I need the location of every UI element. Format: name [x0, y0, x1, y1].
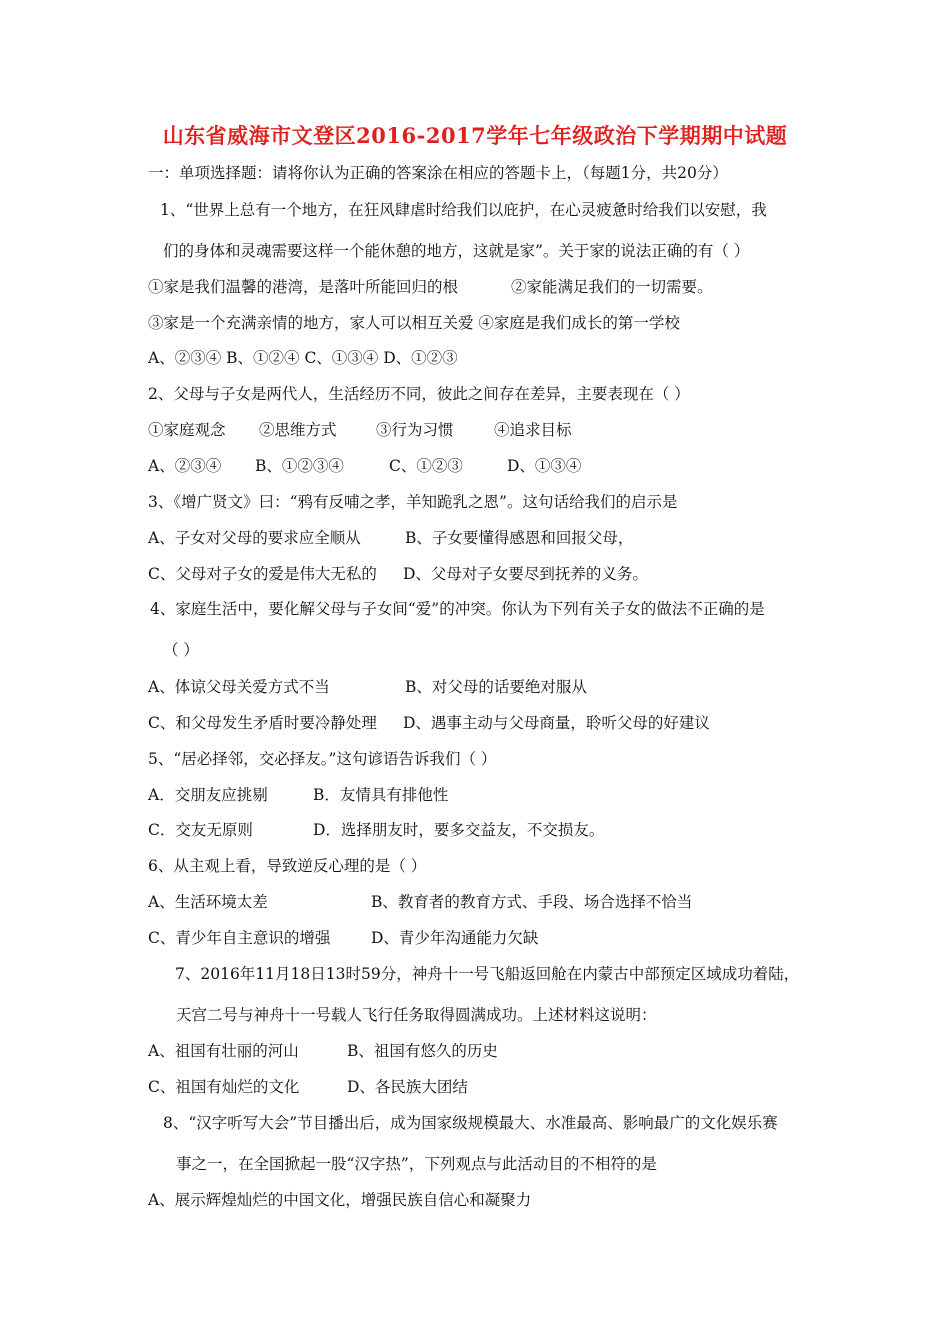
- question-7-option-b: B、祖国有悠久的历史: [347, 1042, 498, 1060]
- question-2-item-1: ①家庭观念: [148, 421, 226, 439]
- question-2-option-d: D、①③④: [507, 457, 582, 475]
- question-7-option-d: D、各民族大团结: [347, 1078, 468, 1096]
- question-4-option-b: B、对父母的话要绝对服从: [405, 678, 587, 696]
- question-4-option-a: A、体谅父母关爱方式不当: [148, 678, 330, 696]
- question-1-items-3-4: ③家是一个充满亲情的地方，家人可以相互关爱 ④家庭是我们成长的第一学校: [148, 314, 680, 332]
- question-1-options: A、②③④ B、①②④ C、①③④ D、①②③: [148, 349, 458, 367]
- question-3-option-b: B、子女要懂得感恩和回报父母，: [405, 529, 634, 547]
- question-8-option-a: A、展示辉煌灿烂的中国文化，增强民族自信心和凝聚力: [148, 1191, 532, 1209]
- question-8-stem-line-1: 8、“汉字听写大会”节目播出后，成为国家级规模最大、水准最高、影响最广的文化娱乐赛: [163, 1114, 778, 1132]
- question-2-item-2: ②思维方式: [259, 421, 337, 439]
- question-3-stem: 3、《增广贤文》曰：“鸦有反哺之孝，羊知跪乳之恩”。这句话给我们的启示是: [148, 493, 678, 511]
- question-2-item-4: ④追求目标: [494, 421, 572, 439]
- question-7-option-a: A、祖国有壮丽的河山: [148, 1042, 299, 1060]
- question-5-option-d: D．选择朋友时，要多交益友，不交损友。: [313, 821, 605, 839]
- question-4-stem-line-1: 4、家庭生活中，要化解父母与子女间“爱”的冲突。你认为下列有关子女的做法不正确的是: [150, 600, 765, 618]
- question-6-option-a: A、生活环境太差: [148, 893, 268, 911]
- question-4-option-c: C、和父母发生矛盾时要冷静处理: [148, 714, 377, 732]
- question-6-option-b: B、教育者的教育方式、手段、场合选择不恰当: [371, 893, 693, 911]
- question-6-stem: 6、从主观上看，导致逆反心理的是（ ）: [148, 857, 427, 875]
- question-5-option-b: B．友情具有排他性: [313, 786, 449, 804]
- question-3-option-d: D、父母对子女要尽到抚养的义务。: [403, 565, 648, 583]
- question-2-stem: 2、父母与子女是两代人，生活经历不同，彼此之间存在差异，主要表现在（ ）: [148, 385, 690, 403]
- question-4-option-d: D、遇事主动与父母商量，聆听父母的好建议: [403, 714, 710, 732]
- question-1-stem-line-1: 1、“世界上总有一个地方，在狂风肆虐时给我们以庇护，在心灵疲惫时给我们以安慰，我: [160, 201, 767, 219]
- question-8-stem-line-2: 事之一，在全国掀起一股“汉字热”，下列观点与此活动目的不相符的是: [176, 1155, 657, 1173]
- exam-title: 山东省威海市文登区2016-2017学年七年级政治下学期期中试题: [162, 123, 788, 148]
- question-6-option-c: C、青少年自主意识的增强: [148, 929, 331, 947]
- question-2-item-3: ③行为习惯: [376, 421, 454, 439]
- question-2-option-b: B、①②③④: [255, 457, 344, 475]
- question-2-option-a: A、②③④: [148, 457, 222, 475]
- question-5-option-a: A．交朋友应挑剔: [148, 786, 268, 804]
- question-7-stem-line-2: 天宫二号与神舟十一号载人飞行任务取得圆满成功。上述材料这说明：: [176, 1006, 657, 1024]
- question-7-stem-line-1: 7、2016年11月18日13时59分，神舟十一号飞船返回舱在内蒙古中部预定区域成功着陆，: [175, 965, 800, 983]
- question-3-option-a: A、子女对父母的要求应全顺从: [148, 529, 361, 547]
- question-2-option-c: C、①②③: [389, 457, 463, 475]
- question-3-option-c: C、父母对子女的爱是伟大无私的: [148, 565, 377, 583]
- question-1-item-2: ②家能满足我们的一切需要。: [511, 278, 713, 296]
- question-5-stem: 5、“居必择邻，交必择友。”这句谚语告诉我们（ ）: [148, 750, 497, 768]
- question-6-option-d: D、青少年沟通能力欠缺: [371, 929, 539, 947]
- section-heading: 一：单项选择题：请将你认为正确的答案涂在相应的答题卡上，（每题1分，共20分）: [148, 164, 728, 182]
- question-4-stem-line-2: （ ）: [163, 641, 199, 659]
- question-7-option-c: C、祖国有灿烂的文化: [148, 1078, 300, 1096]
- question-5-option-c: C．交友无原则: [148, 821, 253, 839]
- question-1-item-1: ①家是我们温馨的港湾，是落叶所能回归的根: [148, 278, 459, 296]
- question-1-stem-line-2: 们的身体和灵魂需要这样一个能休憩的地方，这就是家”。关于家的说法正确的有（ ）: [163, 242, 750, 260]
